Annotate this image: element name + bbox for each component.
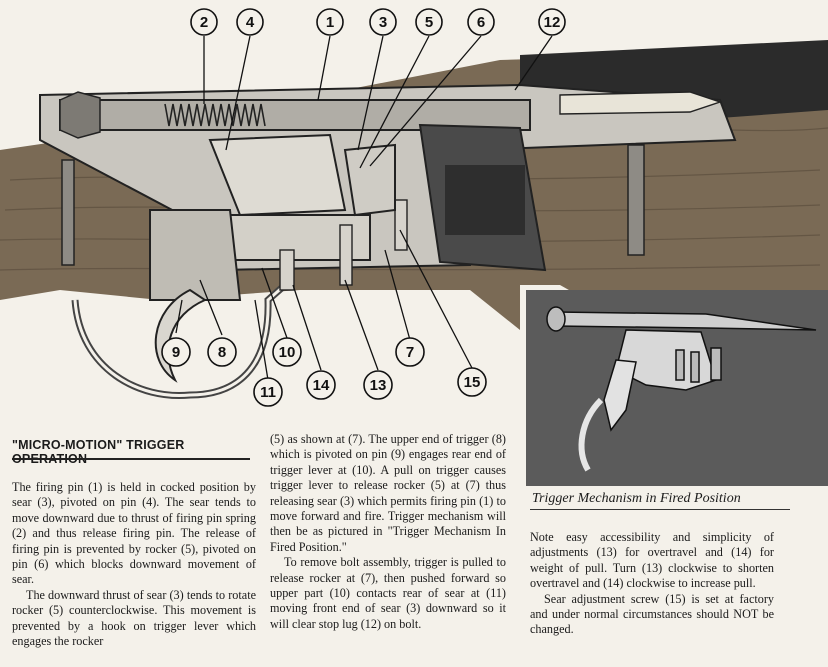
svg-text:6: 6 [476, 14, 486, 31]
svg-text:13: 13 [369, 377, 387, 394]
callout-8 [208, 338, 236, 366]
callout-2 [191, 9, 217, 35]
svg-text:12: 12 [543, 14, 561, 31]
paragraph: To remove bolt assembly, trigger is pulled to release rocker at (7), then pushed forward so upper part (10) contacts rear of sear at (11) moving front end of sear (3) downward so it will clear stop lug (12) on bolt. [270, 555, 506, 631]
text-column-3 [530, 530, 774, 638]
caption-rule [530, 509, 790, 510]
paragraph: The downward thrust of sear (3) tends to rotate rocker (5) counterclockwise. This movement is prevented by a hook on trigger lever which engages the rocker [12, 587, 256, 649]
svg-text:1: 1 [325, 14, 335, 31]
callout-4 [237, 9, 263, 35]
paragraph: (5) as shown at (7). The upper end of trigger (8) which is pivoted on pin (9) engages rear end of trigger lever at (10). A pull on trigger causes trigger lever to release rocker (5) at (7) thus releasing sear (3) which permits firing pin (1) to move forward and fire. Trigger mechanism will then be as pictured in "Trigger Mechanism In Fired Position." [270, 432, 506, 554]
inset-caption: Trigger Mechanism in Fired Position [532, 491, 741, 506]
callout-11 [254, 378, 282, 406]
svg-text:8: 8 [217, 344, 227, 361]
callout-1 [317, 9, 343, 35]
callout-9 [162, 338, 190, 366]
text-column-1 [12, 480, 256, 649]
svg-text:14: 14 [312, 377, 330, 394]
svg-text:2: 2 [199, 14, 209, 31]
svg-text:15: 15 [463, 374, 481, 391]
callout-3 [370, 9, 396, 35]
svg-text:9: 9 [171, 344, 181, 361]
callout-10 [273, 338, 301, 366]
callout-6 [468, 9, 494, 35]
callout-14 [307, 371, 335, 399]
heading-rule [12, 458, 250, 460]
callout-13 [364, 371, 392, 399]
callout-5 [416, 9, 442, 35]
svg-text:10: 10 [278, 344, 296, 361]
section-heading: "MICRO-MOTION" TRIGGER [12, 438, 185, 452]
paragraph: The firing pin (1) is held in cocked position by sear (3), pivoted on pin (4). The sear tends to move downward due to thrust of firing pin spring (2) and thus release firing pin. The release of firing pin is prevented by rocker (5), pivoted on pin (6) which blocks downward movement of sear. [12, 480, 256, 587]
callout-12 [539, 9, 565, 35]
callout-7 [396, 338, 424, 366]
paragraph: Note easy accessibility and simplicity of adjustments (13) for overtravel and (14) for weight of pull. Turn (13) clockwise to shorten overtravel and (14) clockwise to increase pull. [530, 530, 774, 591]
svg-text:11: 11 [260, 384, 276, 401]
svg-text:3: 3 [378, 14, 388, 31]
svg-text:5: 5 [424, 14, 434, 31]
paragraph: Sear adjustment screw (15) is set at factory and under normal circumstances should NOT be changed. [530, 591, 774, 637]
fired-position-inset [526, 290, 828, 486]
text-column-2 [270, 432, 506, 632]
svg-text:7: 7 [405, 344, 415, 361]
callout-15 [458, 368, 486, 396]
svg-text:4: 4 [245, 14, 255, 31]
